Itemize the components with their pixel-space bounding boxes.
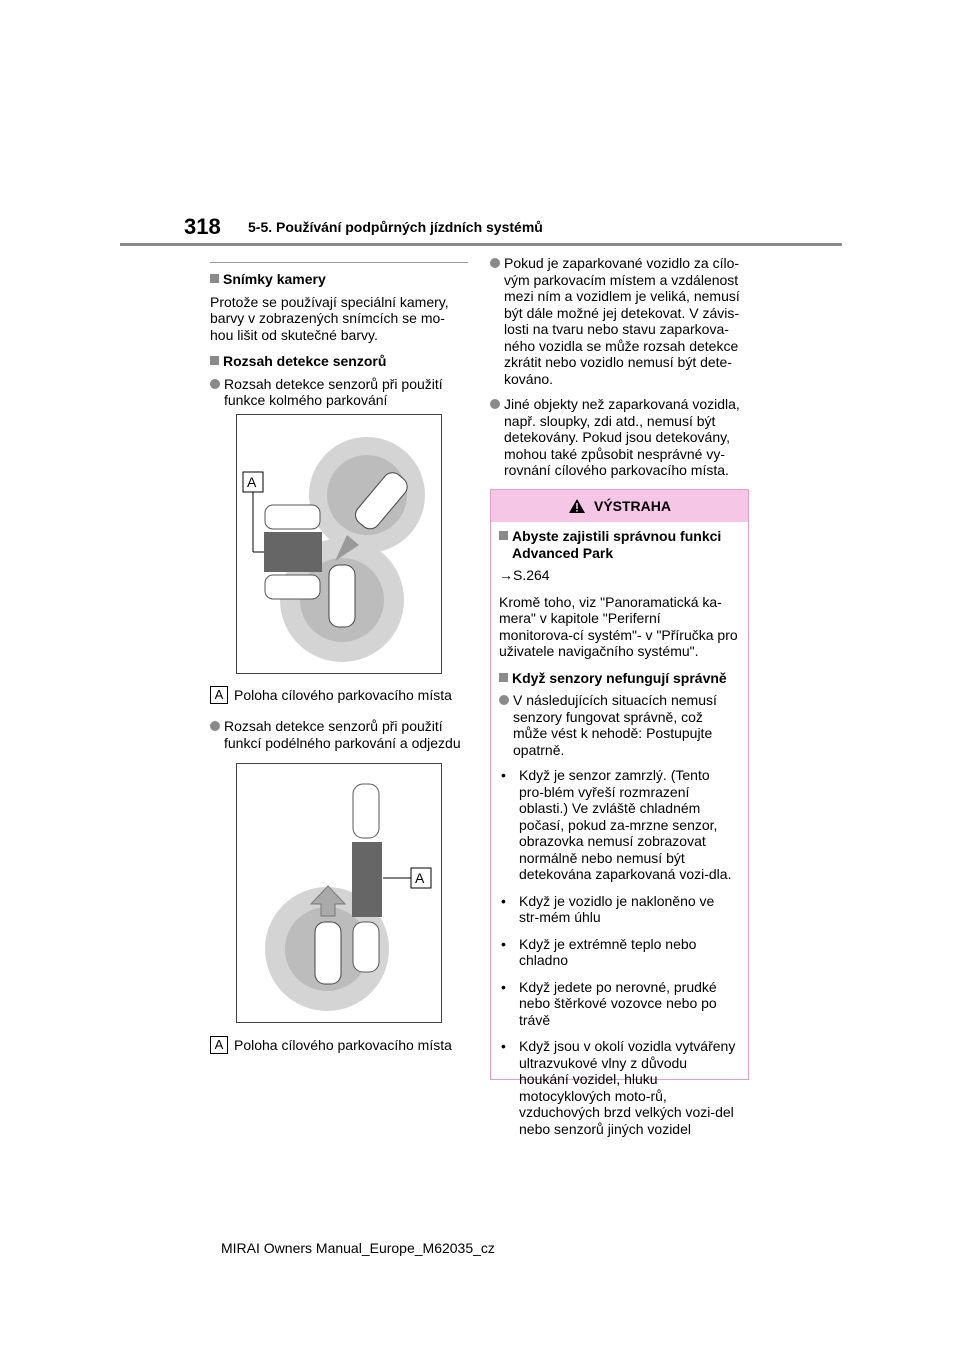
svg-text:A: A [247, 474, 257, 490]
bullet-situations: V následujících situacích nemusí senzory fungovat správně, což může vést k nehodě: Postupujte opatrně. [499, 692, 738, 758]
caption-target-position-2: A Poloha cílového parkovacího místa [210, 1036, 452, 1054]
header-divider [120, 243, 842, 246]
warning-box [490, 489, 749, 1137]
list-item: • Když je senzor zamrzlý. (Tento pro-blém vyřeší rozmrazení oblasti.) Ve zvláště chladném počasí, pokud za-mrzne senzor, obrazovka nemusí zobrazovat normálně nebo nemusí být detekována zaparkovaná vozi-dla. [501, 767, 732, 882]
round-bullet-icon [499, 695, 509, 705]
warning-paragraph: Kromě toho, viz "Panoramatická ka-mera" v kapitole "Periferní monitorova-cí systém"- v "Příručka pro uživatele navigačního systému". [499, 593, 738, 659]
perpendicular-parking-illustration [237, 415, 441, 673]
warning-body [491, 522, 748, 1137]
right-column [490, 255, 752, 488]
heading-sensor-range: Rozsah detekce senzorů [210, 353, 468, 370]
list-item: • Když je vozidlo je nakloněno ve str-mém úhlu [501, 892, 715, 925]
round-bullet-icon [210, 379, 220, 389]
round-bullet-icon [210, 721, 220, 731]
label-a-box: A [210, 1036, 228, 1054]
square-bullet-icon [499, 531, 508, 540]
heading-sensors-fail: Když senzory nefungují správně [499, 670, 738, 687]
list-item: • Když je extrémně teplo nebo chladno [501, 935, 697, 968]
footer-text: MIRAI Owners Manual_Europe_M62035_cz [221, 1240, 495, 1256]
square-bullet-icon [210, 274, 219, 283]
camera-paragraph: Protože se používají speciální kamery, barvy v zobrazených snímcích se mo-hou lišit od skutečné barvy. [210, 293, 449, 343]
svg-text:A: A [415, 870, 425, 886]
diagram-parallel-parking [236, 763, 442, 1023]
heading-camera-images: Snímky kamery [210, 271, 468, 288]
square-bullet-icon [210, 356, 219, 365]
bullet-far-vehicle: Pokud je zaparkované vozidlo za cílo-vým parkovacím místem a vzdálenost mezi ním a vozidlem je veliká, nemusí být dále možné jej detekovat. V závis-losti na tvaru nebo stavu zaparkova-ného vozidla se může rozsah detekce zkrátit nebo vozidlo nemusí být dete-kováno. [490, 255, 752, 387]
diagram-perpendicular-parking [236, 414, 442, 674]
bullet-parallel: Rozsah detekce senzorů při použití funkcí podélného parkování a odjezdu [210, 718, 468, 751]
square-bullet-icon [499, 673, 508, 682]
round-bullet-icon [490, 399, 500, 409]
bullet-other-objects: Jiné objekty než zaparkovaná vozidla, např. sloupky, zdi atd., nemusí být detekovány. Pokud jsou detekovány, mohou také způsobit nesprávné vy-rovnání cílového parkovacího místa. [490, 396, 752, 479]
list-item: • Když jedete po nerovné, prudké nebo štěrkové vozovce nebo po trávě [501, 978, 717, 1028]
parallel-parking-illustration [237, 764, 441, 1022]
left-column [210, 262, 468, 418]
list-item: • Když jsou v okolí vozidla vytvářeny ultrazvukové vlny z důvodu houkání vozidel, hluku motocyklových moto-rů, vzduchových brzd velkých vozi-del nebo senzorů jiných vozidel [501, 1038, 736, 1137]
caption-target-position: A Poloha cílového parkovacího místa [210, 686, 452, 704]
label-a-box: A [210, 686, 228, 704]
left-column-lower [210, 718, 468, 760]
round-bullet-icon [490, 258, 500, 268]
page-number: 318 [184, 214, 221, 239]
section-divider [210, 262, 468, 263]
chapter-title: 5-5. Používání podpůrných jízdních systémů [248, 219, 543, 235]
bullet-perpendicular: Rozsah detekce senzorů při použití funkce kolmého parkování [210, 376, 468, 409]
warning-triangle-icon [568, 498, 586, 514]
warning-header: VÝSTRAHA [491, 490, 748, 522]
heading-advanced-park: Abyste zajistili správnou funkci Advanced Park [499, 528, 738, 561]
page-reference: →S.264 [499, 567, 550, 583]
